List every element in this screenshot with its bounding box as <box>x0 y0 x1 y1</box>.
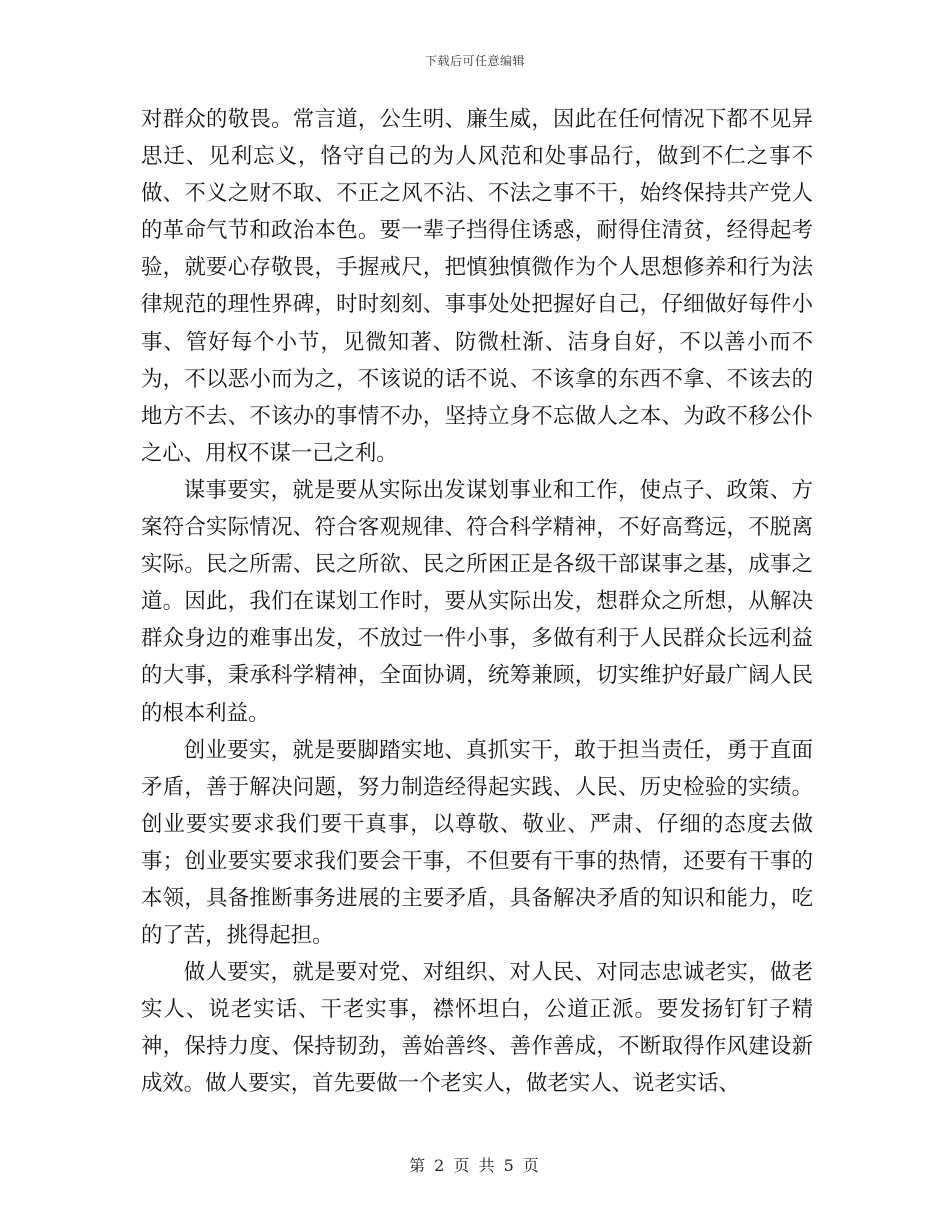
paragraph-4: 做人要实，就是要对党、对组织、对人民、对同志忠诚老实，做老实人、说老实话、干老实事，襟怀坦白，公道正派。要发扬钉钉子精神，保持力度、保持韧劲，善始善终、善作善成，不断取得作风建设新成效。做人要实，首先要做一个老实人，做老实人、说老实话、 <box>141 960 813 1097</box>
page-footer: 第 2 页 共 5 页 <box>409 1156 541 1175</box>
page-header: 下载后可任意编辑 <box>424 54 525 68</box>
paragraph-2: 谋事要实，就是要从实际出发谋划事业和工作，使点子、政策、方案符合实际情况、符合客观规律、符合科学精神，不好高骛远，不脱离实际。民之所需、民之所欲、民之所困正是各级干部谋事之基，成事之道。因此，我们在谋划工作时，要从实际出发，想群众之所想，从解决群众身边的难事出发，不放过一件小事，多做有利于人民群众长远利益的大事，秉承科学精神，全面协调，统筹兼顾，切实维护好最广阔人民的根本利益。 <box>141 477 813 726</box>
paragraph-3: 创业要实，就是要脚踏实地、真抓实干，敢于担当责任，勇于直面矛盾，善于解决问题，努力制造经得起实践、人民、历史检验的实绩。创业要实要求我们要干真事，以尊敬、敬业、严肃、仔细的态度去做事；创业要实要求我们要会干事，不但要有干事的热情，还要有干事的本领，具备推断事务进展的主要矛盾，具备解决矛盾的知识和能力，吃的了苦，挑得起担。 <box>141 737 813 949</box>
paragraph-1: 对群众的敬畏。常言道，公生明、廉生威，因此在任何情况下都不见异思迁、见利忘义，恪守自己的为人风范和处事品行，做到不仁之事不做、不义之财不取、不正之风不沾、不法之事不干，始终保持共产党人的革命气节和政治本色。要一辈子挡得住诱惑，耐得住清贫，经得起考验，就要心存敬畏，手握戒尺，把慎独慎微作为个人思想修养和行为法律规范的理性界碑，时时刻刻、事事处处把握好自己，仔细做好每件小事、管好每个小节，见微知著、防微杜渐、洁身自好，不以善小而不为，不以恶小而为之，不该说的话不说、不该拿的东西不拿、不该去的地方不去、不该办的事情不办，坚持立身不忘做人之本、为政不移公仆之心、用权不谋一己之利。 <box>141 107 813 466</box>
document-body <box>141 101 813 1103</box>
